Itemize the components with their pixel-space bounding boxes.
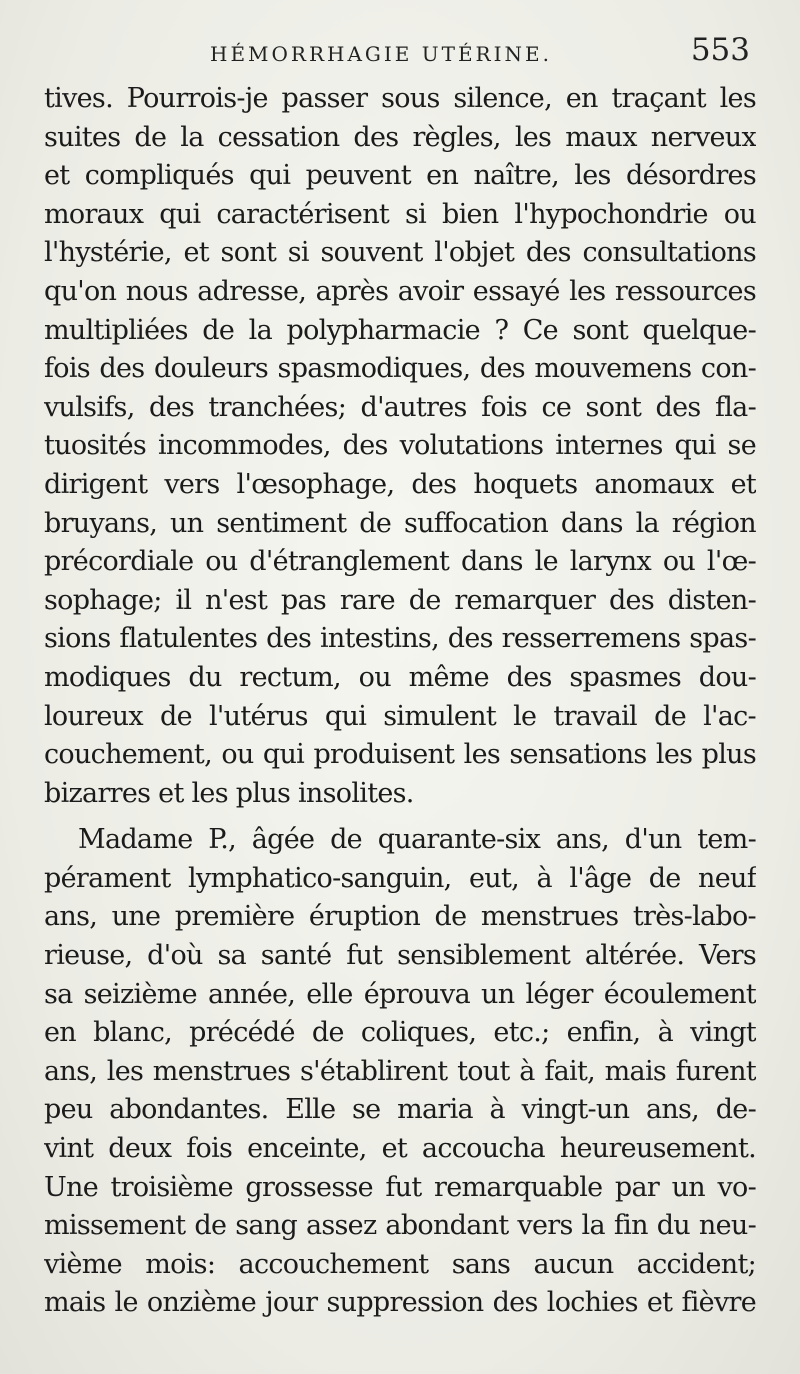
text-line: peu abondantes. Elle se maria à vingt-un ans, de- — [44, 1094, 756, 1126]
text-line: modiques du rectum, ou même des spasmes dou- — [44, 661, 756, 693]
text-line: suites de la cessation des règles, les maux nerveux — [44, 121, 756, 153]
body-text — [44, 80, 756, 1323]
text-line: Madame P., âgée de quarante-six ans, d'un tem- — [78, 824, 756, 856]
text-line: vulsifs, des tranchées; d'autres fois ce sont des fla- — [44, 391, 756, 423]
text-line: qu'on nous adresse, après avoir essayé les ressources — [44, 275, 756, 307]
text-line: tives. Pourrois-je passer sous silence, en traçant les — [44, 83, 756, 114]
text-line: en blanc, précédé de coliques, etc.; enfin, à vingt — [44, 1017, 756, 1049]
text-line: bruyans, un sentiment de suffocation dans la région — [44, 507, 756, 539]
text-line: vième mois: accouchement sans aucun accident; — [44, 1248, 756, 1280]
running-head: HÉMORRHAGIE UTÉRINE. — [210, 42, 552, 66]
text-line: tuosités incommodes, des volutations internes qui se — [44, 430, 756, 462]
text-line: sions flatulentes des intestins, des resserremens spas- — [44, 623, 756, 655]
page-header — [0, 30, 800, 80]
text-line: pérament lymphatico-sanguin, eut, à l'âge de neuf — [44, 862, 756, 894]
paragraph-case-report — [44, 821, 756, 1323]
text-line: bizarres et les plus insolites. — [44, 777, 414, 809]
text-line: et compliqués qui peuvent en naître, les désordres — [44, 160, 756, 192]
text-line: rieuse, d'où sa santé fut sensiblement altérée. Vers — [44, 940, 756, 972]
text-line: ans, les menstrues s'établirent tout à fait, mais furent — [44, 1055, 756, 1087]
text-line: couchement, ou qui produisent les sensations les plus — [44, 739, 756, 771]
text-line: moraux qui caractérisent si bien l'hypochondrie ou — [44, 198, 756, 230]
text-line: vint deux fois enceinte, et accoucha heureusement. — [44, 1133, 756, 1165]
text-line: ans, une première éruption de menstrues très-labo- — [44, 901, 756, 933]
text-line: dirigent vers l'œsophage, des hoquets anomaux et — [44, 468, 756, 500]
text-line: sophage; il n'est pas rare de remarquer des disten- — [44, 584, 756, 616]
paragraph-gap — [44, 813, 756, 821]
text-line: multipliées de la polypharmacie ? Ce sont quelque- — [44, 314, 756, 346]
text-line: sa seizième année, elle éprouva un léger écoulement — [44, 978, 756, 1010]
text-line: fois des douleurs spasmodiques, des mouvemens con- — [44, 353, 756, 385]
text-line: précordiale ou d'étranglement dans le larynx ou l'œ- — [44, 546, 756, 578]
text-line: Une troisième grossesse fut remarquable par un vo- — [44, 1171, 756, 1203]
text-line: l'hystérie, et sont si souvent l'objet des consultations — [44, 237, 756, 269]
text-line: missement de sang assez abondant vers la fin du neu- — [44, 1210, 756, 1242]
paragraph-continuation — [44, 80, 756, 813]
page-number: 553 — [690, 32, 750, 68]
text-line: loureux de l'utérus qui simulent le travail de l'ac- — [44, 700, 756, 732]
text-line: mais le onzième jour suppression des lochies et fièvre — [44, 1287, 756, 1319]
